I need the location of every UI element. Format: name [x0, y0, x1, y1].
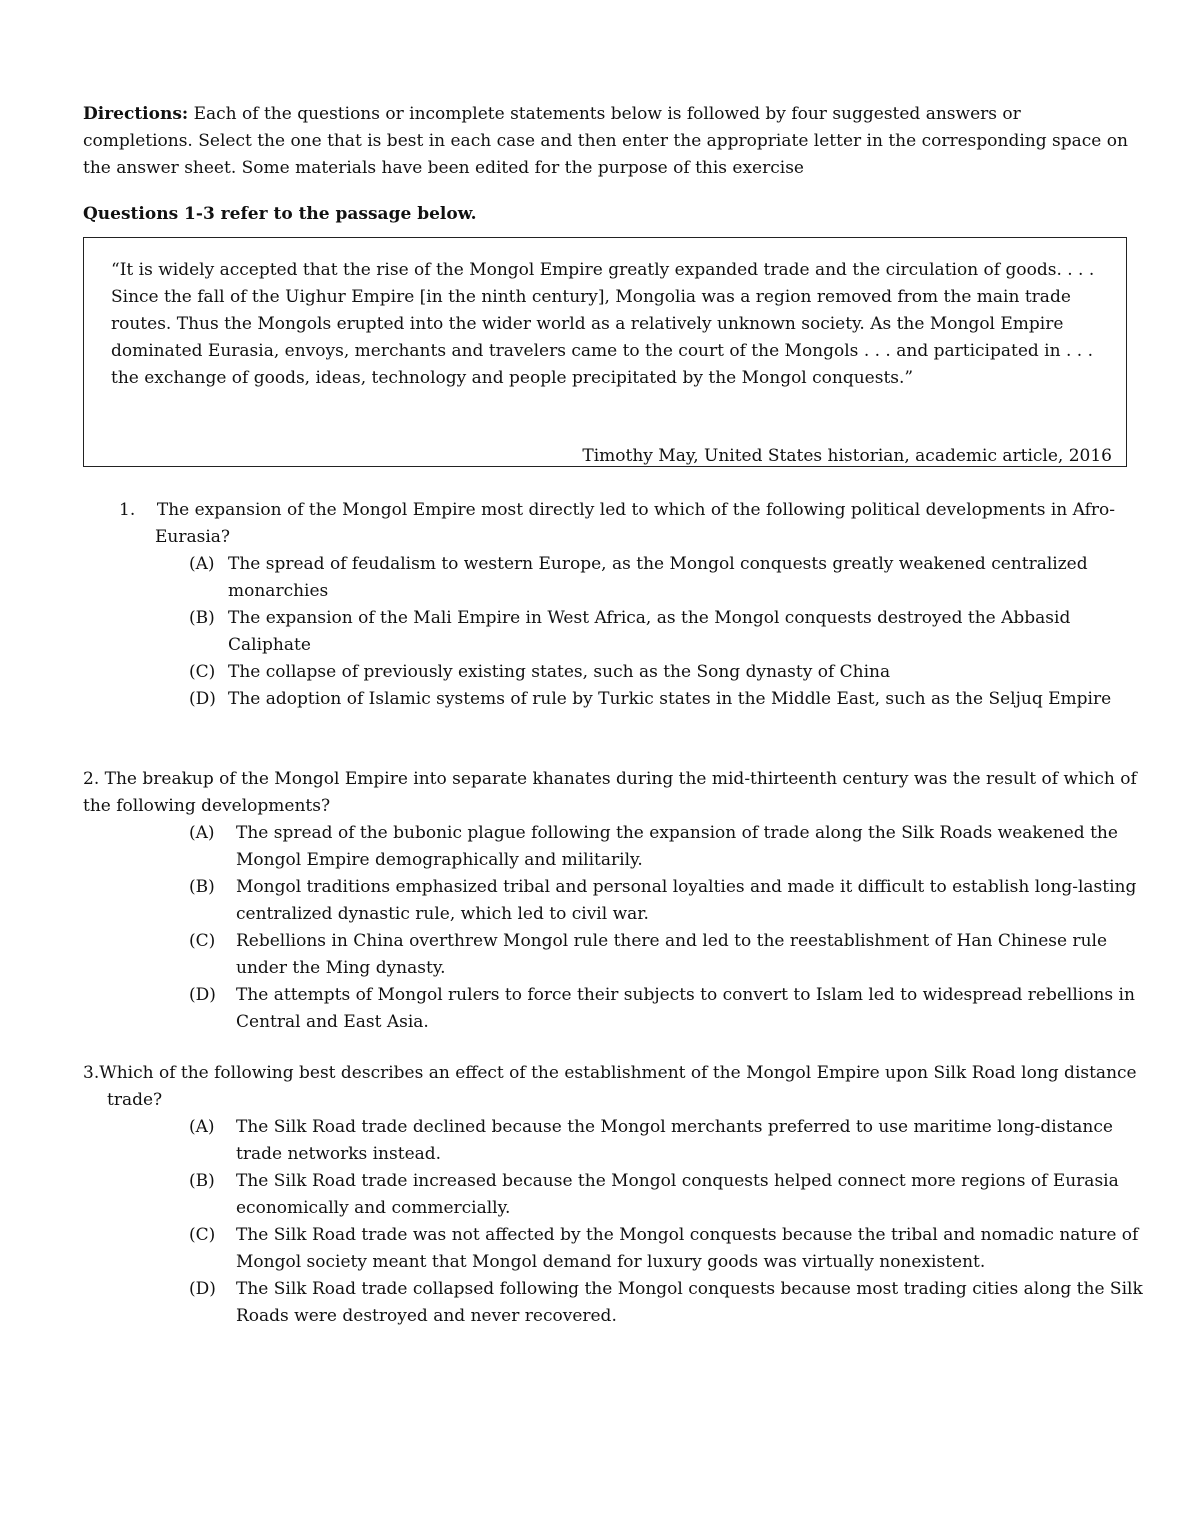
question-text: The expansion of the Mongol Empire most directly led to which of the following political developments in Afro-Eurasia?	[155, 500, 1116, 547]
answer-option	[83, 1168, 1143, 1222]
answer-option	[83, 551, 1143, 605]
option-text: The Silk Road trade collapsed following the Mongol conquests because most trading cities along the Silk Roads were destroyed and never recovered.	[236, 1279, 1143, 1326]
option-letter: (A)	[189, 554, 215, 574]
directions-paragraph	[83, 101, 1133, 182]
directions-text: Each of the questions or incomplete statements below is followed by four suggested answers or completions. Select the one that is best in each case and then enter the appropriate letter in the corresponding space on the answer sheet. Some materials have been edited for the purpose of this exercise	[83, 104, 1128, 178]
question-2	[83, 766, 1143, 1036]
option-text: Mongol traditions emphasized tribal and personal loyalties and made it difficult to establish long-lasting centralized dynastic rule, which led to civil war.	[236, 877, 1137, 924]
option-text: The expansion of the Mali Empire in West Africa, as the Mongol conquests destroyed the Abbasid Caliphate	[228, 608, 1071, 655]
answer-option	[83, 982, 1143, 1036]
question-3-stem	[83, 1060, 1143, 1114]
question-1-stem	[83, 497, 1143, 551]
option-letter: (D)	[189, 689, 216, 709]
question-text: The breakup of the Mongol Empire into separate khanates during the mid-thirteenth century was the result of which of the following developments?	[83, 769, 1137, 816]
answer-option	[83, 1222, 1143, 1276]
option-text: The Silk Road trade increased because the Mongol conquests helped connect more regions of Eurasia economically and commercially.	[236, 1171, 1119, 1218]
passage-box	[83, 237, 1127, 467]
question-3	[83, 1060, 1143, 1330]
question-number: 1.	[119, 500, 136, 520]
answer-option	[83, 686, 1143, 713]
option-text: The adoption of Islamic systems of rule by Turkic states in the Middle East, such as the Seljuq Empire	[228, 689, 1112, 709]
passage-heading: Questions 1-3 refer to the passage below.	[83, 204, 477, 224]
answer-option	[83, 1114, 1143, 1168]
option-letter: (C)	[189, 662, 216, 682]
question-number: 2.	[83, 769, 100, 789]
answer-option	[83, 1276, 1143, 1330]
option-text: The spread of feudalism to western Europe, as the Mongol conquests greatly weakened centralized monarchies	[228, 554, 1088, 601]
question-2-stem	[83, 766, 1143, 820]
passage-quote: “It is widely accepted that the rise of the Mongol Empire greatly expanded trade and the circulation of goods. . . . Since the fall of the Uighur Empire [in the ninth century], Mongolia was a region removed from the main trade routes. Thus the Mongols erupted into the wider world as a relatively unknown society. As the Mongol Empire dominated Eurasia, envoys, merchants and travelers came to the court of the Mongols . . . and participated in . . . the exchange of goods, ideas, technology and people precipitated by the Mongol conquests.”	[111, 260, 1095, 388]
option-letter: (D)	[189, 985, 216, 1005]
option-letter: (A)	[189, 1117, 215, 1137]
directions-label: Directions:	[83, 104, 189, 124]
option-letter: (C)	[189, 931, 216, 951]
option-letter: (A)	[189, 823, 215, 843]
option-text: The attempts of Mongol rulers to force their subjects to convert to Islam led to widespread rebellions in Central and East Asia.	[236, 985, 1135, 1032]
answer-option	[83, 820, 1143, 874]
question-text: Which of the following best describes an effect of the establishment of the Mongol Empire upon Silk Road long distance trade?	[99, 1063, 1137, 1110]
answer-option	[83, 874, 1143, 928]
option-text: The collapse of previously existing states, such as the Song dynasty of China	[228, 662, 891, 682]
answer-option	[83, 928, 1143, 982]
option-text: The Silk Road trade was not affected by the Mongol conquests because the tribal and nomadic nature of Mongol society meant that Mongol demand for luxury goods was virtually nonexistent.	[236, 1225, 1139, 1272]
option-letter: (C)	[189, 1225, 216, 1245]
passage-citation: Timothy May, United States historian, academic article, 2016	[582, 446, 1112, 466]
option-text: The Silk Road trade declined because the Mongol merchants preferred to use maritime long-distance trade networks instead.	[236, 1117, 1113, 1164]
option-letter: (B)	[189, 1171, 215, 1191]
option-letter: (D)	[189, 1279, 216, 1299]
option-text: Rebellions in China overthrew Mongol rule there and led to the reestablishment of Han Chinese rule under the Ming dynasty.	[236, 931, 1108, 978]
question-1	[83, 497, 1143, 713]
answer-option	[83, 605, 1143, 659]
option-letter: (B)	[189, 877, 215, 897]
answer-option	[83, 659, 1143, 686]
option-letter: (B)	[189, 608, 215, 628]
option-text: The spread of the bubonic plague following the expansion of trade along the Silk Roads weakened the Mongol Empire demographically and militarily.	[236, 823, 1118, 870]
question-number: 3.	[83, 1063, 100, 1083]
